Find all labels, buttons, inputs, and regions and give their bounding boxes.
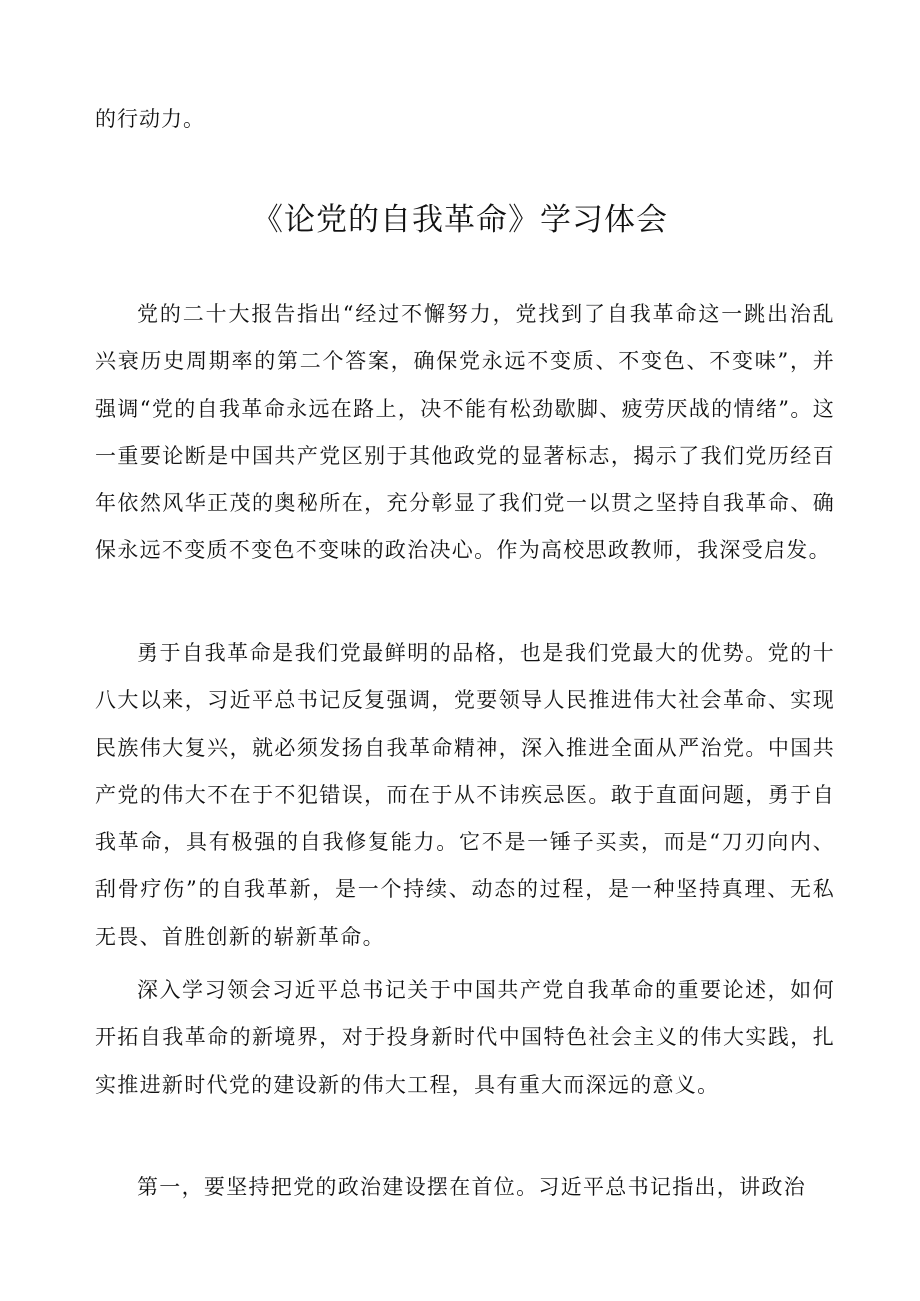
document-title: 《论党的自我革命》学习体会 [252, 202, 668, 238]
paragraph-4: 第一，要坚持把党的政治建设摆在首位。习近平总书记指出，讲政治 [137, 1175, 806, 1199]
paragraph-3: 深入学习领会习近平总书记关于中国共产党自我革命的重要论述，如何开拓自我革命的新境界，对于投身新时代中国特色社会主义的伟大实践，扎实推进新时代党的建设新的伟大工程，具有重大而深远的意义。 [95, 978, 835, 1097]
continuation-text: 的行动力。 [95, 107, 205, 131]
paragraph-1: 党的二十大报告指出“经过不懈努力，党找到了自我革命这一跳出治乱兴衰历史周期率的第二个答案，确保党永远不变质、不变色、不变味”，并强调“党的自我革命永远在路上，决不能有松劲歇脚、疲劳厌战的情绪”。这一重要论断是中国共产党区别于其他政党的显著标志，揭示了我们党历经百年依然风华正茂的奥秘所在，充分彰显了我们党一以贯之坚持自我革命、确保永远不变质不变色不变味的政治决心。作为高校思政教师，我深受启发。 [95, 302, 835, 563]
paragraph-2: 勇于自我革命是我们党最鲜明的品格，也是我们党最大的优势。党的十八大以来，习近平总书记反复强调，党要领导人民推进伟大社会革命、实现民族伟大复兴，就必须发扬自我革命精神，深入推进全面从严治党。中国共产党的伟大不在于不犯错误，而在于从不讳疾忌医。敢于直面问题，勇于自我革命，具有极强的自我修复能力。它不是一锤子买卖，而是“刀刃向内、刮骨疗伤”的自我革新，是一个持续、动态的过程，是一种坚持真理、无私无畏、首胜创新的崭新革命。 [95, 641, 835, 949]
